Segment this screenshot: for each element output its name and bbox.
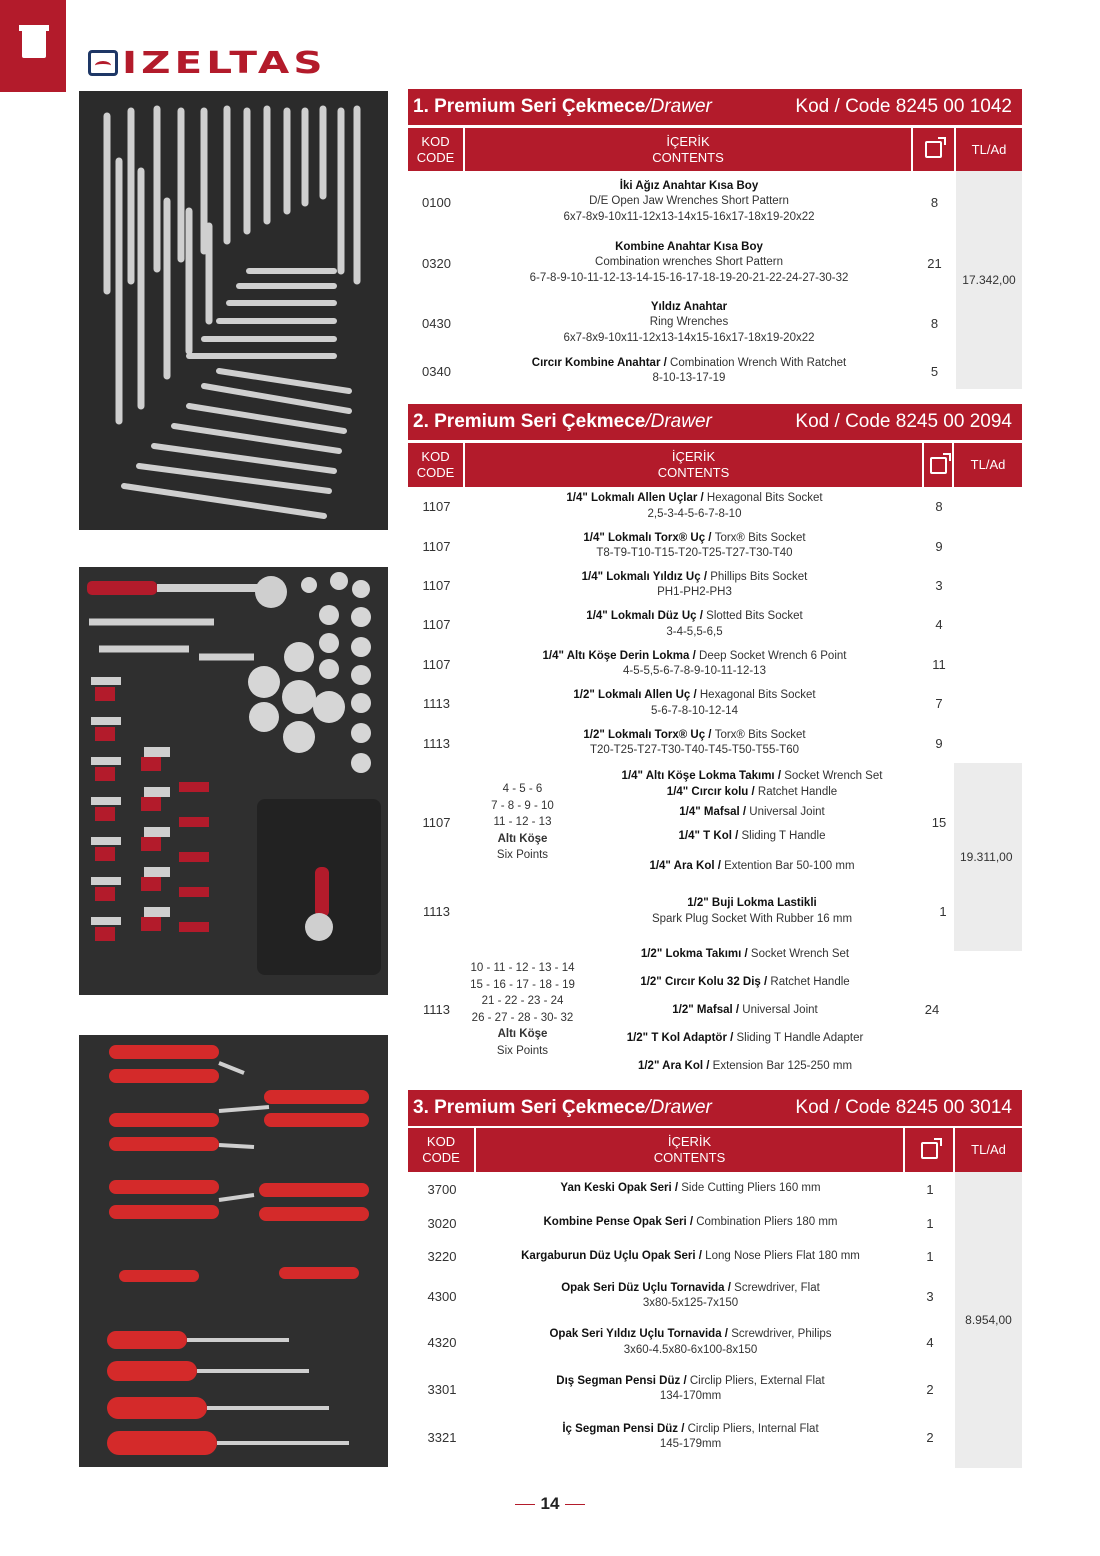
- col-qty: [905, 1128, 955, 1172]
- section-1-title-italic: /Drawer: [645, 96, 712, 117]
- drawer-3-photo: [79, 1035, 388, 1467]
- row-code: 4320: [427, 1335, 457, 1350]
- section-2-title-italic: /Drawer: [645, 411, 712, 432]
- table-row: 0100 İki Ağız Anahtar Kısa Boy D/E Open Jaw Wrenches Short Pattern 6x7-8x9-10x11-12x13-14x15-16x17-18x19-20x22 8: [422, 179, 939, 223]
- table-row: 0430 Yıldız Anahtar Ring Wrenches 6x7-8x9-10x11-12x13-14x15-16x17-18x19-20x22 8: [422, 300, 939, 344]
- section-1-code: Kod / Code 8245 00 1042: [795, 96, 1012, 117]
- row-description: Kargaburun Düz Uçlu Opak Seri / Long Nose Pliers Flat 180 mm: [521, 1249, 860, 1262]
- row-code: 1107: [422, 499, 451, 515]
- col-price: TL/Ad: [956, 128, 1022, 171]
- row-qty: 9: [935, 538, 943, 554]
- section-3-title: [408, 1090, 1022, 1126]
- row-code: 4300: [427, 1288, 457, 1304]
- row-qty: 1: [926, 1249, 934, 1264]
- drawer-1-photo: [79, 91, 388, 530]
- col-contents: İÇERİK CONTENTS: [465, 443, 924, 487]
- brand-logo: [88, 45, 327, 81]
- section-2-title-bold: 2. Premium Seri Çekmece: [413, 411, 646, 432]
- box-icon: [930, 457, 947, 474]
- table-row: 0340 Cırcır Kombine Anahtar / Combination Wrench With Ratchet 8-10-13-17-19 5: [422, 356, 939, 384]
- section-drawer-1: [408, 89, 1022, 389]
- row-code: 3301: [427, 1381, 457, 1397]
- table-row: [408, 566, 954, 605]
- logo-mark-icon: [88, 50, 118, 76]
- col-kod: KOD CODE: [408, 1128, 476, 1172]
- section-3-table-header: [408, 1128, 1022, 1172]
- section-2-table-body: [408, 487, 1022, 1081]
- table-row: [408, 526, 954, 565]
- section-2-price: 19.311,00: [954, 763, 1022, 951]
- row-description: İç Segman Pensi Düz / Circlip Pliers, Internal Flat 145-179mm: [562, 1422, 819, 1450]
- table-row: [408, 1366, 955, 1412]
- table-row: [408, 1240, 955, 1273]
- row-description: 1/2" Lokmalı Torx® Uç / Torx® Bits Socket T20-T25-T27-T30-T40-T45-T50-T55-T60: [583, 728, 806, 757]
- section-1-table-header: [408, 128, 1022, 171]
- section-1-title: [408, 89, 1022, 125]
- table-row-set-1: 1107 4 - 5 - 6 7 - 8 - 9 - 10 11 - 12 - 13 Altı Köşe Six Points 1/4" Altı Köşe Lokma Takımı / Socket Wrench Set 1/4" Cırcır kolu / Ratchet Handle 1/4" Mafsal / Universal Joint 1/4" T Kol / Sliding T Handle 1/4" Ara Kol / Extention Bar 50-100 mm 15: [422, 769, 947, 872]
- row-description: Opak Seri Düz Uçlu Tornavida / Screwdriver, Flat 3x80-5x125-7x150: [561, 1281, 820, 1309]
- row-code: 1107: [422, 617, 451, 633]
- row-qty: 1: [926, 1181, 934, 1197]
- table-row: [408, 645, 954, 684]
- section-2-title: [408, 404, 1022, 440]
- row-description: Kombine Pense Opak Seri / Combination Pliers 180 mm: [543, 1216, 838, 1229]
- row-code: 1107: [422, 656, 451, 672]
- section-1-table-body: [408, 171, 1022, 389]
- row-qty: 2: [926, 1381, 934, 1397]
- col-contents: İÇERİK CONTENTS: [465, 128, 913, 171]
- section-1-price: 17.342,00: [956, 171, 1022, 389]
- col-qty: [924, 443, 954, 487]
- table-row: [408, 605, 954, 644]
- page-number: 14: [0, 1494, 1100, 1514]
- section-3-code: Kod / Code 8245 00 3014: [795, 1097, 1012, 1118]
- row-description: 1/4" Lokmalı Allen Uçlar / Hexagonal Bits Socket 2,5-3-4-5-6-7-8-10: [566, 492, 823, 520]
- section-3-price: 8.954,00: [955, 1172, 1022, 1468]
- row-description: Opak Seri Yıldız Uçlu Tornavida / Screwdriver, Philips 3x60-4.5x80-6x100-8x150: [549, 1328, 832, 1356]
- drawer-2-photo: [79, 567, 388, 995]
- row-description: 1/2" Lokmalı Allen Uç / Hexagonal Bits Socket 5-6-7-8-10-12-14: [573, 689, 816, 717]
- row-code: 1113: [423, 735, 450, 751]
- row-qty: 4: [935, 617, 943, 633]
- table-row: 0320 Kombine Anahtar Kısa Boy Combination wrenches Short Pattern 6-7-8-9-10-11-12-13-14-15-16-17-18-19-20-21-22-24-27-30-32 21: [422, 240, 942, 284]
- table-row: [408, 1412, 955, 1462]
- section-drawer-3: [408, 1090, 1022, 1468]
- row-description: 1/4" Lokmalı Düz Uç / Slotted Bits Socket 3-4-5,5-6,5: [586, 610, 803, 638]
- section-drawer-2: [408, 404, 1022, 1081]
- table-row-spark: 1113 1/2" Buji Lokma Lastikli Spark Plug Socket With Rubber 16 mm 1: [423, 897, 947, 925]
- section-3-title-italic: /Drawer: [645, 1097, 712, 1118]
- section-2-code: Kod / Code 8245 00 2094: [795, 411, 1012, 432]
- row-qty: 7: [935, 696, 943, 712]
- row-qty: 2: [926, 1429, 934, 1445]
- row-code: 3321: [427, 1429, 457, 1445]
- col-kod: KOD CODE: [408, 443, 465, 487]
- row-description: 1/4" Lokmalı Torx® Uç / Torx® Bits Socket T8-T9-T10-T15-T20-T25-T27-T30-T40: [583, 531, 806, 560]
- row-qty: 9: [935, 735, 943, 751]
- table-row: [408, 487, 954, 526]
- table-row: [408, 684, 954, 723]
- row-code: 3020: [427, 1215, 457, 1231]
- brand-name: IZELTAS: [122, 45, 327, 81]
- box-icon: [925, 141, 942, 158]
- cabinet-icon: [22, 28, 46, 58]
- row-code: 1107: [422, 538, 451, 554]
- row-code: 1107: [422, 577, 451, 593]
- table-row: [408, 1206, 955, 1240]
- table-row-set-2: 1113 10 - 11 - 12 - 13 - 14 15 - 16 - 17 - 18 - 19 21 - 22 - 23 - 24 26 - 27 - 28 - 30- 32 Altı Köşe Six Points 1/2" Lokma Takımı / Socket Wrench Set 1/2" Cırcır Kolu 32 Diş / Ratchet Handle 1/2" Mafsal / Universal Joint 1/2" T Kol Adaptör / Sliding T Handle Adapter 1/2" Ara Kol / Extension Bar 125-250 mm 24: [423, 947, 940, 1072]
- set-1-sizes: 4 - 5 - 6 7 - 8 - 9 - 10 11 - 12 - 13 Altı Köşe Six Points: [491, 783, 554, 862]
- corner-tab: [0, 0, 66, 92]
- table-row: [408, 1172, 955, 1206]
- row-qty: 11: [932, 656, 946, 672]
- table-row: [408, 723, 954, 762]
- row-code: 3220: [427, 1249, 457, 1264]
- section-2-table-header: [408, 443, 1022, 487]
- row-qty: 1: [926, 1215, 934, 1231]
- col-qty: [913, 128, 956, 171]
- col-price: TL/Ad: [955, 1128, 1022, 1172]
- box-icon: [921, 1142, 938, 1159]
- row-qty: 8: [935, 499, 943, 515]
- table-row: [408, 1273, 955, 1319]
- section-1-title-bold: 1. Premium Seri Çekmece: [413, 96, 646, 117]
- row-code: 1113: [423, 696, 450, 712]
- section-3-title-bold: 3. Premium Seri Çekmece: [413, 1097, 646, 1118]
- row-description: 1/4" Altı Köşe Derin Lokma / Deep Socket Wrench 6 Point 4-5-5,5-6-7-8-9-10-11-12-13: [542, 649, 847, 678]
- row-description: 1/4" Lokmalı Yıldız Uç / Phillips Bits Socket PH1-PH2-PH3: [581, 570, 808, 599]
- row-code: 3700: [427, 1181, 457, 1197]
- col-kod: KOD CODE: [408, 128, 465, 171]
- row-qty: 3: [926, 1288, 934, 1304]
- set-2-sizes: 10 - 11 - 12 - 13 - 14 15 - 16 - 17 - 18 - 19 21 - 22 - 23 - 24 26 - 27 - 28 - 30- 32 Altı Köşe Six Points: [470, 962, 575, 1057]
- col-price: TL/Ad: [954, 443, 1022, 487]
- row-description: Dış Segman Pensi Düz / Circlip Pliers, External Flat 134-170mm: [556, 1374, 825, 1402]
- row-description: Yan Keski Opak Seri / Side Cutting Pliers 160 mm: [560, 1182, 821, 1195]
- table-row: [408, 1319, 955, 1366]
- col-contents: İÇERİK CONTENTS: [476, 1128, 905, 1172]
- section-3-table-body: [408, 1172, 1022, 1468]
- row-qty: 4: [926, 1335, 934, 1350]
- row-qty: 3: [935, 577, 943, 593]
